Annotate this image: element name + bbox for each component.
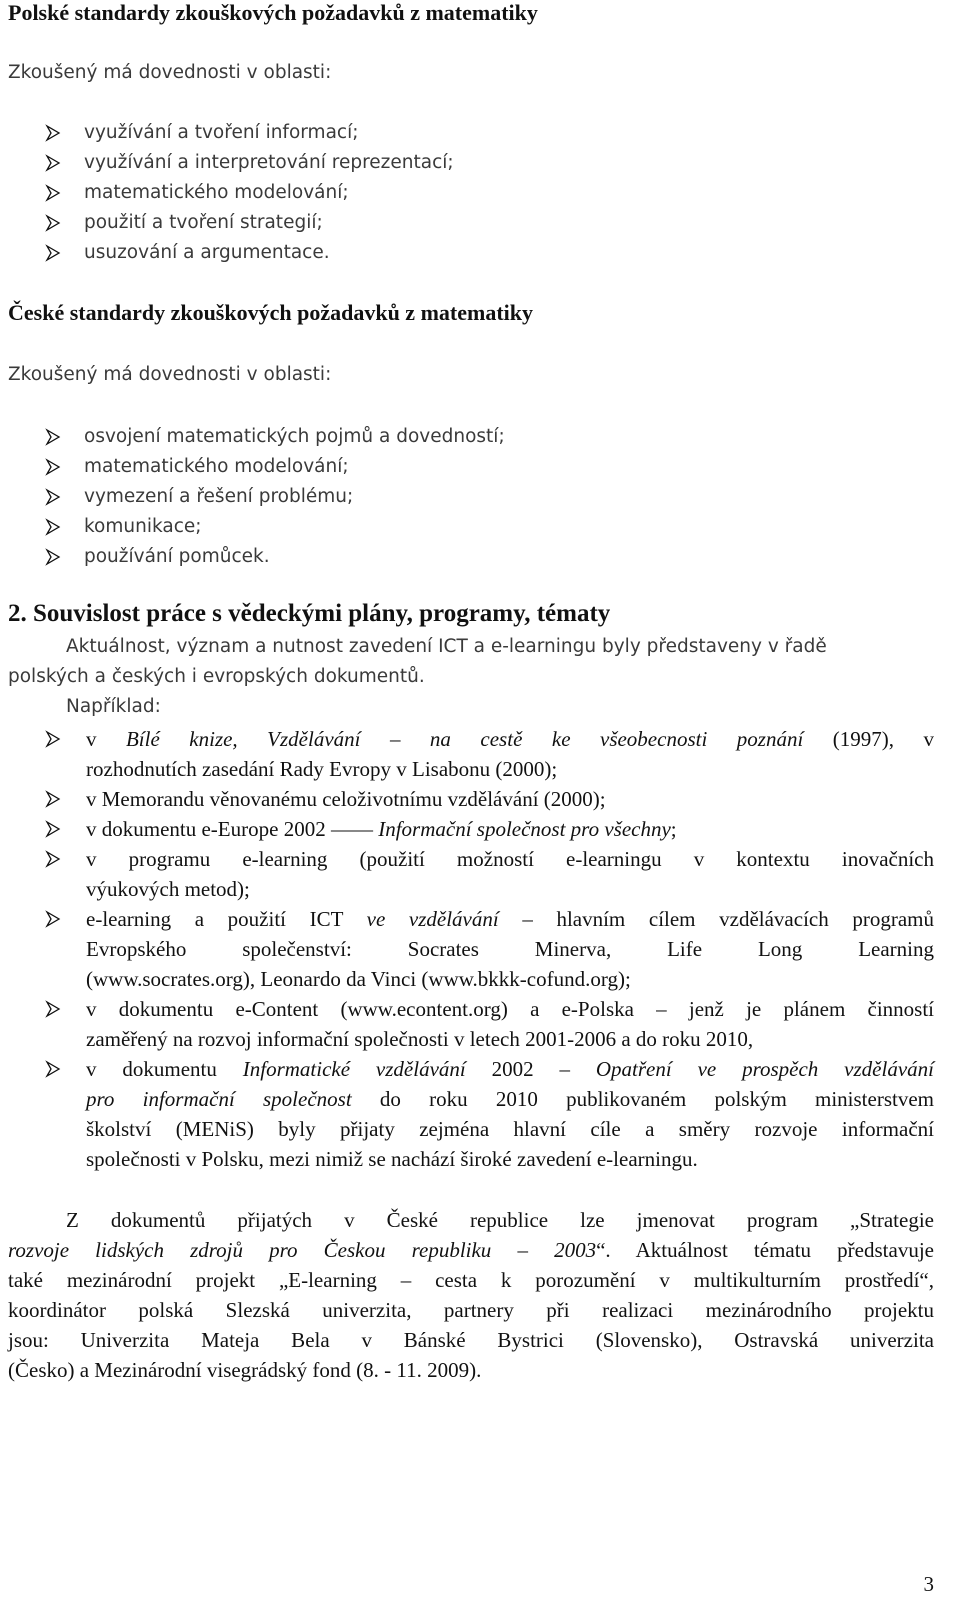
czech-intro: Zkoušený má dovednosti v oblasti:: [8, 364, 332, 385]
czech-list: [0, 422, 940, 572]
polish-heading: Polské standardy zkouškových požadavků z matematiky: [8, 0, 538, 25]
list-item: v dokumentu e-Content (www.econtent.org) a e-Polska – jenž je plánem činností zaměřený na rozvoj informační společnosti v letech 2001-2006 a do roku 2010,: [0, 994, 934, 1054]
list-item: v programu e-learning (použití možností e-learningu v kontextu inovačních výukových metod);: [0, 844, 934, 904]
arrowhead-bullet-icon: [44, 482, 66, 512]
section-heading: 2. Souvislost práce s vědeckými plány, programy, tématy: [8, 600, 611, 627]
document-list: [0, 724, 940, 1174]
closing-paragraph: Z dokumentů přijatých v České republice lze jmenovat program „Strategie rozvoje lidských zdrojů pro Českou republiku – 2003“. Aktuálnost tématu představuje také mezinárodní projekt „E-learning – cesta k porozumění v multikulturním prostředí“, koordinátor polská Slezská univerzita, partnery při realizaci mezinárodního projektu jsou: Univerzita Mateja Bela v Bánské Bystrici (Slovensko), Ostravská univerzita (Česko) a Mezinárodní visegrádský fond (8. - 11. 2009).: [8, 1208, 934, 1382]
page-number: 3: [923, 1572, 934, 1596]
list-item: využívání a interpretování reprezentací;: [0, 148, 940, 178]
paragraph-line: Aktuálnost, význam a nutnost zavedení ICT a e-learningu byly představeny v řadě: [66, 636, 827, 657]
arrowhead-bullet-icon: [44, 452, 66, 482]
list-item: e-learning a použití ICT ve vzdělávání – hlavním cílem vzdělávacích programů Evropského společenství: Socrates Minerva, Life Long Learning (www.socrates.org), Leonardo da Vinci (www.bkkk-cofund.org);: [0, 904, 934, 994]
list-item: komunikace;: [0, 512, 940, 542]
arrowhead-bullet-icon: [44, 118, 66, 148]
arrowhead-bullet-icon: [44, 542, 66, 572]
list-item: matematického modelování;: [0, 452, 940, 482]
polish-list: [0, 118, 940, 268]
arrowhead-bullet-icon: [44, 1000, 62, 1018]
list-item: použití a tvoření strategií;: [0, 208, 940, 238]
arrowhead-bullet-icon: [44, 730, 62, 748]
list-item: vymezení a řešení problému;: [0, 482, 940, 512]
list-item: osvojení matematických pojmů a dovedností;: [0, 422, 940, 452]
arrowhead-bullet-icon: [44, 148, 66, 178]
list-item: v Memorandu věnovanému celoživotnímu vzdělávání (2000);: [0, 784, 934, 814]
paragraph-line: polských a českých i evropských dokumentů.: [8, 666, 425, 687]
arrowhead-bullet-icon: [44, 208, 66, 238]
list-item: v dokumentu e-Europe 2002 —— Informační společnost pro všechny;: [0, 814, 934, 844]
arrowhead-bullet-icon: [44, 910, 62, 928]
list-item: v Bílé knize, Vzdělávání – na cestě ke všeobecnosti poznání (1997), v rozhodnutích zasedání Rady Evropy v Lisabonu (2000);: [0, 724, 934, 784]
arrowhead-bullet-icon: [44, 238, 66, 268]
list-item: usuzování a argumentace.: [0, 238, 940, 268]
list-item: využívání a tvoření informací;: [0, 118, 940, 148]
arrowhead-bullet-icon: [44, 850, 62, 868]
example-label: Například:: [66, 696, 161, 717]
arrowhead-bullet-icon: [44, 512, 66, 542]
arrowhead-bullet-icon: [44, 178, 66, 208]
czech-heading: České standardy zkouškových požadavků z matematiky: [8, 300, 533, 325]
arrowhead-bullet-icon: [44, 790, 62, 808]
polish-intro: Zkoušený má dovednosti v oblasti:: [8, 62, 332, 83]
arrowhead-bullet-icon: [44, 1060, 62, 1078]
list-item: v dokumentu Informatické vzdělávání 2002 – Opatření ve prospěch vzdělávání pro informační společnost do roku 2010 publikovaném polským ministerstvem školství (MENiS) byly přijaty zejména hlavní cíle a směry rozvoje informační společnosti v Polsku, mezi nimiž se nachází široké zavedení e-learningu.: [0, 1054, 934, 1174]
arrowhead-bullet-icon: [44, 422, 66, 452]
arrowhead-bullet-icon: [44, 820, 62, 838]
list-item: používání pomůcek.: [0, 542, 940, 572]
list-item: matematického modelování;: [0, 178, 940, 208]
